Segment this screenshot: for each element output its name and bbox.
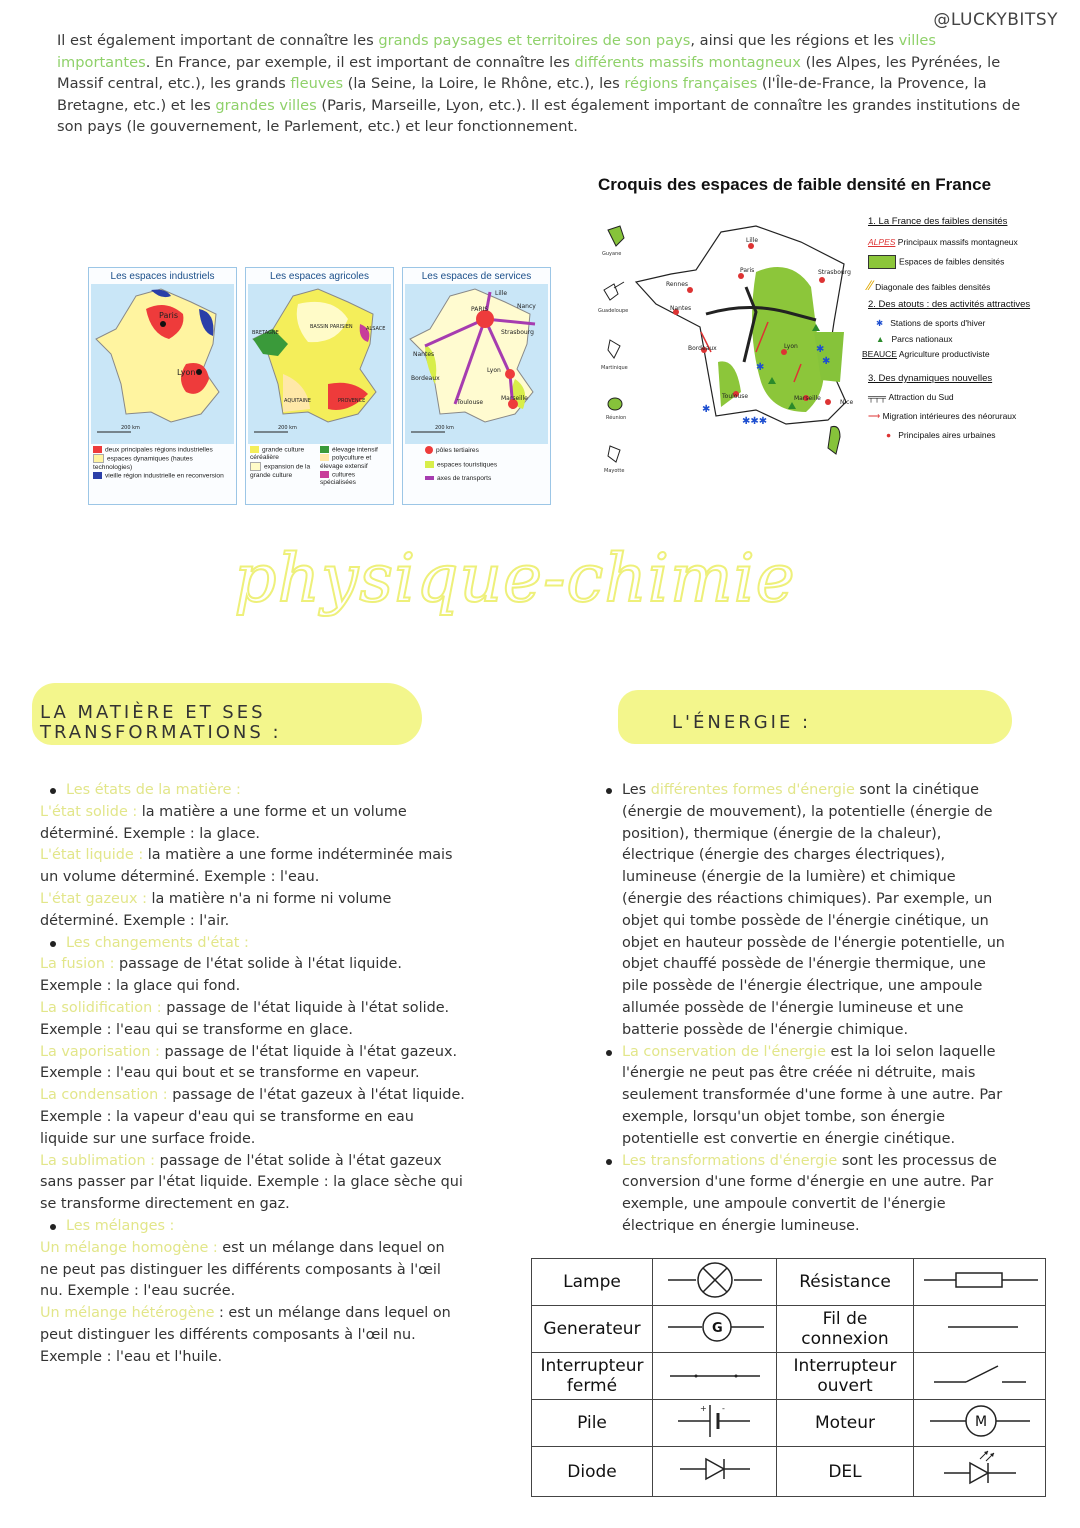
croquis-city: Bordeaux [688,345,717,352]
france-map-industrial [91,284,234,444]
intro-highlight: régions françaises [624,75,758,93]
croquis-title: Croquis des espaces de faible densité en France [598,175,992,194]
intro-text: Il est également important de connaître les [57,32,379,49]
intro-text: (la Seine, la Loire, le Rhône, etc.), les [343,75,625,93]
map-city-label: Paris [159,311,179,320]
dom-label: Mayotte [604,468,625,474]
map-service-spaces [402,267,551,505]
intro-paragraph [57,30,1022,138]
closed-switch-symbol-icon [653,1353,777,1400]
term: L'état liquide : [40,847,144,864]
bullet-heading: Les mélanges : [66,1217,175,1234]
intro-text: (les Alpes, les Pyrénées, le Massif central, etc.), les grands [57,53,1001,93]
croquis-city: Strasbourg [818,269,851,276]
intro-highlight: villes importantes [57,32,936,71]
map-title: Les espaces agricoles [270,271,369,282]
term: Un mélange homogène : [40,1239,218,1256]
table-row [532,1259,1046,1306]
svg-text:+: + [699,1403,707,1413]
croquis-city: Lille [746,237,759,244]
map-scale: 200 km [278,425,297,431]
symbol-label: Lampe [532,1259,653,1306]
legend-heading: 3. Des dynamiques nouvelles [868,373,993,384]
svg-text:✱: ✱ [822,356,831,367]
croquis-city: Nantes [670,305,692,312]
term: La solidification : [40,999,162,1016]
svg-text:✱✱✱: ✱✱✱ [742,416,768,427]
map-legend [250,446,389,487]
lamp-symbol-icon [653,1259,777,1306]
term: Les transformations d'énergie [622,1152,838,1169]
diode-symbol-icon [653,1447,777,1497]
table-row [532,1306,1046,1353]
generator-letter: G [711,1320,723,1336]
map-agricultural-spaces [245,267,394,505]
croquis-map [596,212,860,512]
intro-highlight: grands paysages et territoires de son pays [378,32,691,49]
legend-item: Principales aires urbaines [898,430,996,440]
map-legend [425,446,546,483]
legend-item: élevage intensif [332,446,378,454]
author-handle: @LUCKYBITSY [933,10,1058,30]
symbol-label: DEL [777,1447,914,1497]
map-city-label: Lyon [177,368,196,377]
definition: est un mélange dans lequel on ne peut pas distinguer les différents composants à l'œil nu. Exemple : l'eau sucrée. [40,1239,445,1300]
intro-text: (l'Île-de-France, la Provence, la Bretagne, etc.) et les [57,75,987,114]
symbol-label: Fil de connexion [777,1306,914,1353]
definition: la matière a une forme indéterminée mais un volume déterminé. Exemple : l'eau. [40,847,453,886]
resistor-symbol-icon [914,1259,1046,1306]
map-city-label: Bordeaux [411,375,440,382]
symbol-label: Moteur [777,1400,914,1447]
map-region-label: ALSACE [366,326,386,332]
matiere-content [40,780,465,1369]
map-industrial-spaces [88,267,237,505]
definition: passage de l'état solide à l'état liquide. Exemple : la glace qui fond. [40,956,402,995]
term: différentes formes d'énergie [650,782,855,798]
definition: la matière n'a ni forme ni volume déterminé. Exemple : l'air. [40,890,392,929]
map-city-label: Strasbourg [501,329,534,336]
term: La conservation de l'énergie [622,1043,826,1060]
map-city-label: Nantes [413,351,435,358]
legend-heading: 1. La France des faibles densités [868,216,1008,227]
legend-item: Attraction du Sud [888,392,954,402]
map-region-label: BASSIN PARISIEN [310,324,353,330]
intro-text: . En France, par exemple, il est important de connaître les [145,53,575,71]
definition: la matière a une forme et un volume déterminé. Exemple : la glace. [40,803,407,842]
intro-highlight: grandes villes [215,96,317,114]
intro-text: , ainsi que les régions et les [690,32,899,49]
map-scale: 200 km [121,425,140,431]
map-region-label: PROVENCE [338,398,366,404]
svg-text:-: - [721,1403,725,1413]
svg-text:✱: ✱ [702,404,711,415]
legend-item: axes de transports [437,475,492,482]
legend-item: grande culture céréalière [250,446,305,462]
croquis-city: Toulouse [722,393,749,400]
map-legend [93,446,232,480]
legend-item: Principaux massifs montagneux [897,237,1018,247]
legend-item: espaces dynamiques (hautes technologies) [93,455,193,471]
map-region-label: AQUITAINE [284,398,311,404]
intro-highlight: différents massifs montagneux [574,53,801,71]
france-map-agricultural [248,284,391,444]
table-row [532,1353,1046,1400]
circuit-symbols-table [531,1258,1046,1497]
term: L'état gazeux : [40,890,147,907]
led-symbol-icon [914,1447,1046,1497]
dom-label: Guyane [602,251,622,257]
map-title: Les espaces industriels [110,271,215,282]
dom-label: Réunion [606,415,627,421]
dom-label: Guadeloupe [598,308,629,314]
legend-item: Migration intérieures des néoruraux [882,411,1017,421]
symbol-label: Pile [532,1400,653,1447]
definition: passage de l'état liquide à l'état solide. Exemple : l'eau qui se transforme en glace. [40,999,450,1038]
map-city-label: Lyon [487,367,501,374]
definition: est la loi selon laquelle l'énergie ne peut pas être créée ni détruite, mais seulement transformée d'une forme à une autre. Par exemple, lorsqu'un objet tombe, son énergie potentielle est convertie en énergie cinétique. [622,1043,1003,1147]
motor-symbol-icon [914,1400,1046,1447]
battery-symbol-icon [653,1400,777,1447]
term: La sublimation : [40,1152,155,1169]
legend-item: espaces touristiques [437,461,498,468]
intro-highlight: fleuves [290,75,344,93]
croquis-city: Paris [740,267,755,274]
legend-item: pôles tertiaires [436,446,479,454]
motor-letter: M [974,1413,987,1430]
definition: passage de l'état liquide à l'état gazeux. Exemple : l'eau qui bout et se transforme en vapeur. [40,1043,458,1082]
legend-item: vieille région industrielle en reconversion [105,471,224,479]
croquis-city: Rennes [666,281,689,288]
legend-item: deux principales régions industrielles [105,446,213,454]
map-city-label: Lille [495,290,508,297]
svg-text:✱: ✱ [816,344,825,355]
intro-text: (Paris, Marseille, Lyon, etc.). Il est également important de connaître les grandes institutions de son pays (le gouvernement, le Parlement, etc.) et leur fonctionnement. [57,96,1021,136]
term: La vaporisation : [40,1043,160,1060]
table-row [532,1447,1046,1497]
map-city-label: PARIS [471,306,489,313]
legend-item: Diagonale des faibles densités [875,282,991,292]
banner-matiere-text: LA MATIÈRE ET SES TRANSFORMATIONS : [40,702,282,743]
bullet-heading: Les changements d'état : [66,934,249,951]
definition: : est un mélange dans lequel on peut distinguer les différents composants à l'œil nu. Exemple : l'eau et l'huile. [40,1305,451,1365]
definition: passage de l'état gazeux à l'état liquide. Exemple : la vapeur d'eau qui se transforme en eau liquide sur une surface froide. [40,1087,465,1147]
generator-symbol-icon [653,1306,777,1353]
section-title-physique-chimie: physique-chimie [234,540,796,617]
symbol-label: Generateur [532,1306,653,1353]
term: La condensation : [40,1087,168,1104]
term: La fusion : [40,956,115,973]
term: Un mélange hétérogène [40,1305,215,1322]
map-city-label: Toulouse [457,399,484,406]
map-region-label: BRETAGNE [252,330,279,336]
legend-item: Agriculture productiviste [898,349,990,359]
croquis-city: Lyon [784,343,798,350]
legend-key: BEAUCE [862,349,897,359]
text: Les [622,782,651,798]
definition: sont les processus de conversion d'une forme d'énergie en une autre. Par exemple, une ampoule convertit de l'énergie électrique en énergie lumineuse. [622,1152,997,1234]
open-switch-symbol-icon [914,1353,1046,1400]
term: L'état solide : [40,803,138,820]
symbol-label: Interrupteur ouvert [777,1353,914,1400]
legend-item: polyculture et élevage extensif [320,454,372,470]
croquis-legend: 1. La France des faibles densités ALPES Principaux massifs montagneux Espaces de faibles densités ⁄⁄ Diagonale des faibles densités 2. Des atouts : des activités attractives ✱ Stations de sports d'hiver ▲ Parcs nationaux BEAUCE Agriculture productiviste 3. Des dynamiques nouvelles ╤╤╤ Attraction du Sud ⟶ Migration intérieures des néoruraux ● Principales aires urbaines [862,216,1031,440]
legend-heading: 2. Des atouts : des activités attractives [868,299,1031,310]
legend-item: expansion de la grande culture [250,463,311,479]
definition: passage de l'état solide à l'état gazeux sans passer par l'état liquide. Exemple : la glace sèche qui se transforme directement en gaz. [40,1152,463,1213]
legend-item: cultures spécialisées [320,470,356,486]
legend-item: Stations de sports d'hiver [890,318,986,328]
bullet-heading: Les états de la matière : [66,782,241,798]
banner-energie-text: L'ÉNERGIE : [672,712,812,733]
map-city-label: Marseille [501,395,528,402]
map-city-label: Nancy [517,303,536,310]
svg-text:✱: ✱ [756,362,765,373]
dom-label: Martinique [601,365,628,371]
croquis-city: Marseille [794,395,821,402]
france-map-services [405,284,548,444]
energie-content [600,780,1015,1238]
table-row [532,1400,1046,1447]
symbol-label: Interrupteur fermé [532,1353,653,1400]
wire-symbol-icon [914,1306,1046,1353]
symbol-label: Résistance [777,1259,914,1306]
legend-key: ALPES [868,237,896,247]
definition: sont la cinétique (énergie de mouvement), la potentielle (énergie de position), thermique (énergie de la chaleur), électrique (énergie des charges électriques), lumineuse (énergie de la lumière) et chimique (énergie des réactions chimiques). Par exemple, un objet qui tombe possède de l'énergie cinétique, un objet en hauteur possède de l'énergie potentielle, un objet chauffé possède de l'énergie thermique, une pile possède de l'énergie électrique, une ampoule allumée possède de l'énergie lumineuse et une batterie possède de l'énergie chimique. [622,782,1005,1038]
map-scale: 200 km [435,425,454,431]
legend-item: Parcs nationaux [891,334,953,344]
croquis-city: Nice [840,399,854,406]
map-title: Les espaces de services [421,271,532,282]
legend-item: Espaces de faibles densités [899,256,1005,267]
symbol-label: Diode [532,1447,653,1497]
